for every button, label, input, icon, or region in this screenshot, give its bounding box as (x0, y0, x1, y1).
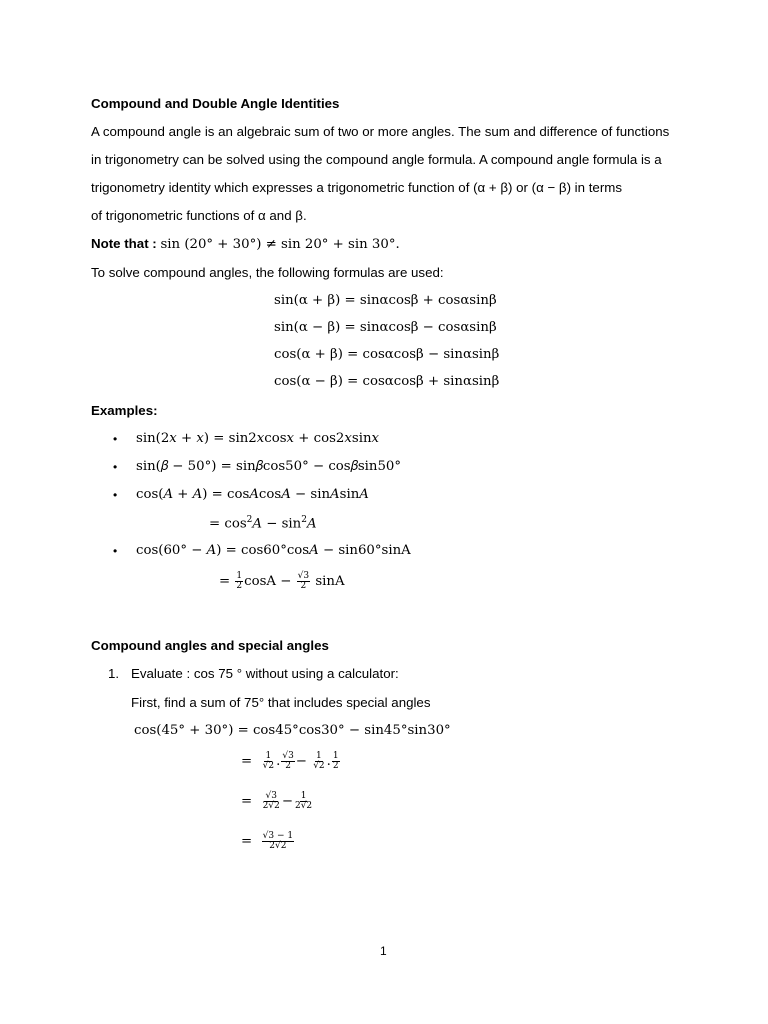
example-3: cos(𝐴 + 𝐴) = cos𝐴cos𝐴 − sin𝐴sin𝐴 (136, 487, 369, 502)
solve-intro-line: To solve compound angles, the following formulas are used: (91, 265, 444, 280)
fraction: $\frac{√3 - 1}{2√2}$ (262, 831, 294, 852)
fraction: $\frac{1}{2}$ (332, 751, 339, 772)
formula-sin-diff: sin(α − β) = sinαcosβ − cosαsinβ (274, 320, 497, 335)
fraction: $\frac{1}{2√2}$ (294, 791, 313, 812)
solution-step-1: = $\frac{1}{√2}$ . $\frac{√3}{2}$ − $\frac{1}{√2}$ . $\frac{1}{2}$ (241, 751, 339, 772)
first-step-text: First, find a sum of 75° that includes special angles (131, 695, 431, 710)
paragraph-line: of trigonometric functions of α and β. (91, 208, 307, 223)
list-number: 1. (108, 666, 120, 681)
example-2: sin(𝛽 − 50°) = sin𝛽cos50° − cos𝛽sin50° (136, 459, 402, 474)
formula-sin-sum: sin(α + β) = sinαcosβ + cosαsinβ (274, 293, 497, 308)
page-number: 1 (380, 944, 387, 958)
fraction: $\frac{1}{2}$ (236, 571, 243, 592)
formula-cos-sum: cos(α + β) = cosαcosβ − sinαsinβ (274, 347, 500, 362)
bullet-icon: • (113, 544, 118, 558)
fraction: $\frac{√3}{2}$ (282, 751, 294, 772)
solution-step-2: = $\frac{√3}{2√2}$ − $\frac{1}{2√2}$ (241, 791, 313, 812)
note-label: Note that : (91, 236, 157, 251)
main-equation: cos(45° + 30°) = cos45°cos30° − sin45°sin30° (134, 723, 451, 738)
paragraph-line: in trigonometry can be solved using the compound angle formula. A compound angle formula is a (91, 152, 662, 167)
example-1: sin(2𝑥 + 𝑥) = sin2𝑥cos𝑥 + cos2𝑥sin𝑥 (136, 431, 380, 446)
example-3-continuation: = $\cos^2𝐴$ − $\sin^2𝐴$ (209, 515, 317, 532)
bullet-icon: • (113, 488, 118, 502)
list-item-text: Evaluate : cos 75 ° without using a calculator: (131, 666, 399, 681)
paragraph-line: A compound angle is an algebraic sum of two or more angles. The sum and difference of functions (91, 124, 670, 139)
example-4: cos(60° − 𝐴) = cos60°cos𝐴 − sin60°sinA (136, 543, 411, 558)
bullet-icon: • (113, 460, 118, 474)
example-4-continuation: = $\frac{1}{2}$ cosA − $\frac{√3}{2}$ sinA (219, 571, 345, 592)
note-expression: sin (20° + 30°) ≠ sin 20° + sin 30°. (160, 237, 400, 252)
fraction: $\frac{√3}{2}$ (297, 571, 310, 592)
section-heading-special-angles: Compound angles and special angles (91, 638, 329, 653)
fraction: $\frac{√3}{2√2}$ (262, 791, 280, 812)
fraction: $\frac{1}{√2}$ (262, 751, 275, 772)
examples-label: Examples: (91, 403, 158, 418)
note-line (91, 237, 400, 251)
formula-cos-diff: cos(α − β) = cosαcosβ + sinαsinβ (274, 374, 500, 389)
section-heading-compound-double: Compound and Double Angle Identities (91, 96, 340, 111)
paragraph-line: trigonometry identity which expresses a trigonometric function of (α + β) or (α − β) in terms (91, 180, 622, 195)
bullet-icon: • (113, 432, 118, 446)
fraction: $\frac{1}{√2}$ (313, 751, 325, 772)
solution-step-3: = $\frac{√3 - 1}{2√2}$ (241, 831, 294, 852)
